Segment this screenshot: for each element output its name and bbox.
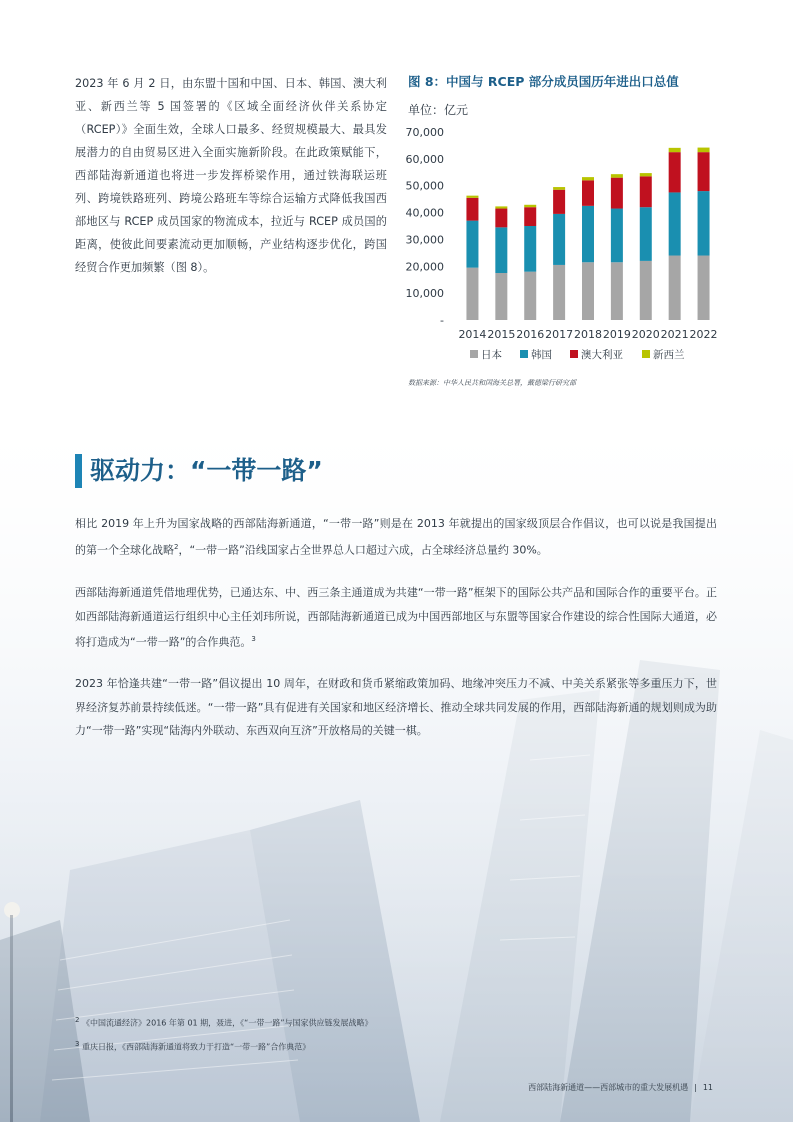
bar-segment-2022-2 bbox=[698, 152, 710, 191]
bar-segment-2020-1 bbox=[640, 207, 652, 261]
x-tick-label: 2016 bbox=[516, 328, 545, 341]
bar-segment-2021-3 bbox=[669, 148, 681, 152]
bar-segment-2014-0 bbox=[466, 268, 478, 320]
bar-segment-2018-3 bbox=[582, 177, 594, 180]
bar-segment-2016-3 bbox=[524, 205, 536, 207]
legend-label: 韩国 bbox=[531, 349, 552, 361]
paragraph-1-text-b: ，“一带一路”沿线国家占全世界总人口超过六成，占全球经济总量约 30%。 bbox=[178, 543, 548, 557]
x-tick-label: 2018 bbox=[574, 328, 602, 341]
x-tick-label: 2017 bbox=[545, 328, 574, 341]
bar-segment-2017-2 bbox=[553, 190, 565, 214]
bar-segment-2021-1 bbox=[669, 192, 681, 255]
legend-swatch-3 bbox=[642, 350, 650, 358]
bar-segment-2016-2 bbox=[524, 207, 536, 226]
bar-segment-2022-0 bbox=[698, 256, 710, 320]
stacked-bar-chart bbox=[400, 118, 730, 373]
paragraph-1-text-a: 相比 2019 年上升为国家战略的西部陆海新通道，“一带一路”则是在 2013 年就提出的国家级顶层合作倡议，也可以说是我国提出的第一个全球化战略 bbox=[75, 517, 717, 557]
bar-segment-2020-3 bbox=[640, 173, 652, 176]
footnote-ref-3: 3 bbox=[251, 635, 256, 643]
paragraph-3: 2023 年恰逢共建“一带一路”倡议提出 10 周年，在财政和货币紧缩政策加码、地缘冲突压力不减、中美关系紧张等多重压力下，世界经济复苏前景持续低迷。“一带一路”具有促进有关国家和地区经济增长、推动全球共同发展的作用，西部陆海新通的规划则成为助力“一带一路”实现“陆海内外联动、东西双向互济”开放格局的关键一棋。 bbox=[75, 677, 717, 737]
bar-segment-2016-0 bbox=[524, 272, 536, 320]
paragraph-1 bbox=[75, 512, 717, 562]
bar-segment-2015-1 bbox=[495, 227, 507, 273]
bar-segment-2014-2 bbox=[466, 198, 478, 221]
x-tick-label: 2019 bbox=[602, 328, 631, 341]
legend-swatch-2 bbox=[570, 350, 578, 358]
footnote-ref-2: 2 bbox=[174, 542, 179, 551]
bar-segment-2019-0 bbox=[611, 262, 623, 320]
x-tick-label: 2022 bbox=[689, 328, 718, 341]
y-tick-label: 20,000 bbox=[405, 260, 444, 274]
x-tick-label: 2020 bbox=[631, 328, 660, 341]
paragraph-2 bbox=[75, 581, 717, 654]
bar-segment-2020-2 bbox=[640, 176, 652, 207]
bar-segment-2017-3 bbox=[553, 187, 565, 190]
y-tick-label: 10,000 bbox=[405, 287, 444, 301]
bar-segment-2014-1 bbox=[466, 221, 478, 268]
legend-swatch-0 bbox=[470, 350, 478, 358]
paragraph-2-text: 西部陆海新通道凭借地理优势，已通达东、中、西三条主通道成为共建“一带一路”框架下的国际公共产品和国际合作的重要平台。正如西部陆海新通道运行组织中心主任刘玮所说，西部陆海新通道已成为中国西部地区与东盟等国家合作建设的综合性国际大通道，必将打造成为“一带一路”的合作典范。 bbox=[75, 586, 717, 649]
footnote-2: $^2$ 《中国流通经济》2016 年第 01 期，聂进，《“一带一路”与国家供应链发展战略》 bbox=[75, 1016, 373, 1028]
bar-segment-2021-2 bbox=[669, 152, 681, 192]
footnotes bbox=[75, 1010, 372, 1057]
footnote-3: $^3$ 重庆日报，《西部陆海新通道将致力于打造“一带一路”合作典范》 bbox=[75, 1039, 311, 1052]
legend-label: 日本 bbox=[481, 349, 502, 361]
bar-segment-2017-1 bbox=[553, 214, 565, 265]
x-tick-label: 2021 bbox=[660, 328, 689, 341]
y-tick-label: 70,000 bbox=[405, 126, 444, 139]
page-number: 11 bbox=[702, 1083, 713, 1092]
bar-segment-2019-1 bbox=[611, 209, 623, 263]
page-footer: 西部陆海新通道——西部城市的重大发展机遇 | 11 bbox=[528, 1083, 713, 1092]
bar-segment-2018-0 bbox=[582, 262, 594, 320]
footer-title: 西部陆海新通道——西部城市的重大发展机遇 bbox=[528, 1083, 689, 1092]
legend-label: 澳大利亚 bbox=[581, 349, 623, 361]
x-tick-label: 2014 bbox=[458, 328, 487, 341]
legend-swatch-1 bbox=[520, 350, 528, 358]
y-tick-label: 30,000 bbox=[405, 233, 444, 247]
figure-source: 数据来源：中华人民共和国海关总署，戴德梁行研究部 bbox=[408, 379, 576, 387]
bar-segment-2022-3 bbox=[698, 148, 710, 153]
figure-title: 图 8：中国与 RCEP 部分成员国历年进出口总值 bbox=[408, 74, 679, 89]
legend-label: 新西兰 bbox=[653, 349, 685, 361]
bar-segment-2018-2 bbox=[582, 180, 594, 206]
bar-segment-2015-2 bbox=[495, 209, 507, 228]
bar-segment-2016-1 bbox=[524, 226, 536, 272]
y-tick-label: 60,000 bbox=[405, 152, 444, 166]
bar-segment-2018-1 bbox=[582, 206, 594, 262]
bar-segment-2020-0 bbox=[640, 261, 652, 320]
bar-segment-2021-0 bbox=[669, 256, 681, 320]
y-tick-label: - bbox=[440, 314, 444, 327]
intro-paragraph: 2023 年 6 月 2 日，由东盟十国和中国、日本、韩国、澳大利亚、新西兰等 5 国签署的《区域全面经济伙伴关系协定（RCEP）》全面生效，全球人口最多、经贸规模最大、最具发展潜力的自由贸易区进入全面实施新阶段。在此政策赋能下，西部陆海新通道也将进一步发挥桥梁作用，通过铁海联运班列、跨境铁路班列、跨境公路班车等综合运输方式降低我国西部地区与 RCEP 成员国家的物流成本，拉近与 RCEP 成员国的距离，使彼此间要素流动更加顺畅，产业结构逐步优化，跨国经贸合作更加频繁（图 8）。 bbox=[75, 77, 387, 274]
y-tick-label: 40,000 bbox=[405, 206, 444, 220]
y-tick-label: 50,000 bbox=[405, 179, 444, 193]
x-tick-label: 2015 bbox=[487, 328, 516, 341]
bar-segment-2019-3 bbox=[611, 174, 623, 177]
section-title: 驱动力：“一带一路” bbox=[75, 454, 323, 488]
bar-segment-2014-3 bbox=[466, 196, 478, 198]
bar-segment-2017-0 bbox=[553, 265, 565, 320]
figure-unit: 单位：亿元 bbox=[408, 103, 469, 117]
bar-segment-2022-1 bbox=[698, 191, 710, 255]
bar-segment-2015-3 bbox=[495, 206, 507, 208]
bar-segment-2015-0 bbox=[495, 273, 507, 320]
bar-segment-2019-2 bbox=[611, 178, 623, 209]
